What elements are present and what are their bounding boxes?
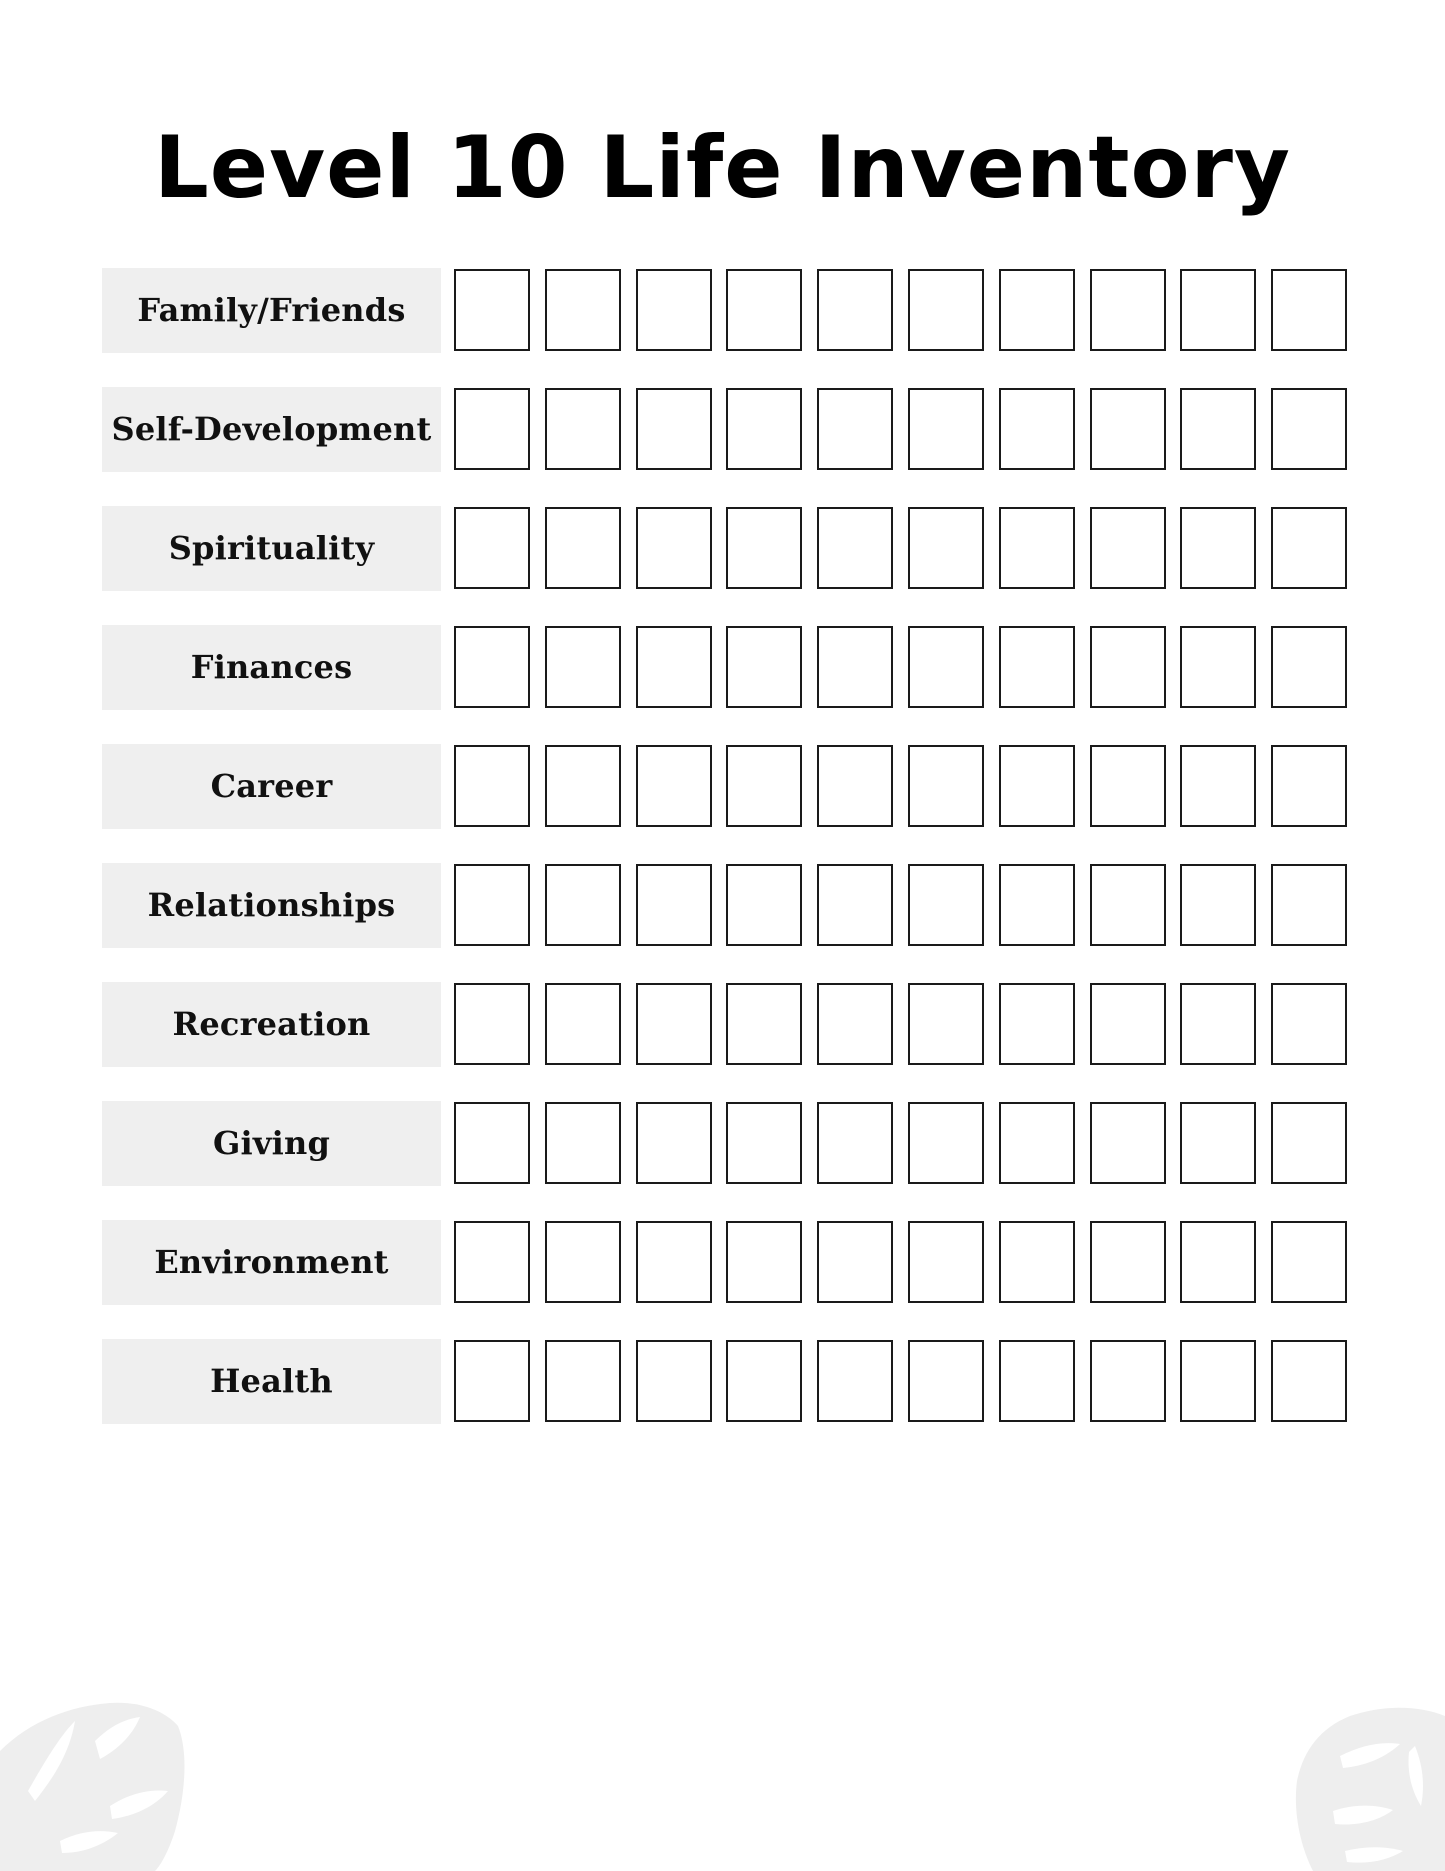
rating-box[interactable] (636, 1221, 712, 1303)
rating-box[interactable] (817, 1221, 893, 1303)
rating-box[interactable] (999, 388, 1075, 470)
category-row (102, 743, 1352, 829)
rating-box[interactable] (908, 269, 984, 351)
rating-box[interactable] (454, 1340, 530, 1422)
rating-box[interactable] (908, 1221, 984, 1303)
rating-box[interactable] (817, 1102, 893, 1184)
page-title: Level 10 Life Inventory (153, 118, 1291, 218)
rating-box[interactable] (1180, 626, 1256, 708)
rating-box[interactable] (1271, 745, 1347, 827)
rating-box[interactable] (545, 983, 621, 1065)
category-row (102, 505, 1352, 591)
rating-boxes (454, 1221, 1347, 1303)
rating-box[interactable] (1090, 626, 1166, 708)
rating-box[interactable] (817, 745, 893, 827)
rating-box[interactable] (908, 1340, 984, 1422)
category-label: Finances (102, 625, 441, 710)
rating-box[interactable] (726, 507, 802, 589)
rating-box[interactable] (545, 1221, 621, 1303)
rating-box[interactable] (545, 1340, 621, 1422)
rating-box[interactable] (999, 1102, 1075, 1184)
rating-box[interactable] (999, 507, 1075, 589)
rating-box[interactable] (454, 1102, 530, 1184)
rating-box[interactable] (1271, 1102, 1347, 1184)
rating-box[interactable] (999, 864, 1075, 946)
rating-box[interactable] (454, 388, 530, 470)
rating-box[interactable] (817, 983, 893, 1065)
category-label: Health (102, 1339, 441, 1424)
inventory-grid (102, 267, 1352, 1457)
rating-box[interactable] (999, 1340, 1075, 1422)
category-label: Environment (102, 1220, 441, 1305)
rating-box[interactable] (1180, 269, 1256, 351)
rating-box[interactable] (999, 269, 1075, 351)
category-row (102, 862, 1352, 948)
category-row (102, 386, 1352, 472)
rating-box[interactable] (1271, 269, 1347, 351)
rating-box[interactable] (454, 507, 530, 589)
rating-box[interactable] (1180, 1340, 1256, 1422)
rating-box[interactable] (726, 983, 802, 1065)
rating-box[interactable] (636, 983, 712, 1065)
rating-box[interactable] (817, 507, 893, 589)
rating-box[interactable] (908, 745, 984, 827)
rating-box[interactable] (454, 626, 530, 708)
rating-box[interactable] (999, 983, 1075, 1065)
rating-box[interactable] (1090, 1102, 1166, 1184)
rating-box[interactable] (636, 507, 712, 589)
monstera-leaf-icon (0, 1681, 190, 1871)
rating-box[interactable] (545, 507, 621, 589)
category-label: Family/Friends (102, 268, 441, 353)
rating-box[interactable] (636, 1102, 712, 1184)
rating-box[interactable] (636, 269, 712, 351)
rating-boxes (454, 388, 1347, 470)
rating-box[interactable] (1271, 864, 1347, 946)
rating-box[interactable] (1180, 388, 1256, 470)
rating-box[interactable] (454, 1221, 530, 1303)
category-label: Self-Development (102, 387, 441, 472)
rating-box[interactable] (817, 864, 893, 946)
rating-box[interactable] (545, 388, 621, 470)
rating-box[interactable] (1090, 1221, 1166, 1303)
rating-boxes (454, 269, 1347, 351)
rating-box[interactable] (999, 1221, 1075, 1303)
category-row (102, 624, 1352, 710)
category-row (102, 1338, 1352, 1424)
rating-box[interactable] (1180, 507, 1256, 589)
rating-box[interactable] (908, 864, 984, 946)
rating-box[interactable] (1271, 507, 1347, 589)
rating-box[interactable] (726, 864, 802, 946)
rating-box[interactable] (1090, 864, 1166, 946)
rating-box[interactable] (454, 269, 530, 351)
rating-box[interactable] (545, 269, 621, 351)
rating-box[interactable] (636, 626, 712, 708)
rating-box[interactable] (999, 745, 1075, 827)
category-label: Giving (102, 1101, 441, 1186)
rating-box[interactable] (454, 864, 530, 946)
rating-box[interactable] (454, 983, 530, 1065)
category-row (102, 1219, 1352, 1305)
rating-box[interactable] (817, 626, 893, 708)
rating-box[interactable] (726, 1221, 802, 1303)
rating-box[interactable] (817, 1340, 893, 1422)
category-label: Spirituality (102, 506, 441, 591)
rating-boxes (454, 864, 1347, 946)
rating-box[interactable] (1271, 1221, 1347, 1303)
rating-box[interactable] (1180, 983, 1256, 1065)
rating-box[interactable] (1271, 626, 1347, 708)
rating-box[interactable] (1090, 507, 1166, 589)
rating-box[interactable] (908, 983, 984, 1065)
rating-box[interactable] (908, 626, 984, 708)
rating-box[interactable] (817, 388, 893, 470)
rating-box[interactable] (1271, 1340, 1347, 1422)
category-label: Career (102, 744, 441, 829)
category-row (102, 267, 1352, 353)
rating-box[interactable] (545, 745, 621, 827)
rating-box[interactable] (1180, 745, 1256, 827)
rating-box[interactable] (636, 864, 712, 946)
rating-boxes (454, 1340, 1347, 1422)
rating-box[interactable] (726, 269, 802, 351)
rating-box[interactable] (545, 864, 621, 946)
rating-box[interactable] (817, 269, 893, 351)
rating-box[interactable] (1090, 269, 1166, 351)
rating-box[interactable] (726, 388, 802, 470)
rating-box[interactable] (726, 626, 802, 708)
rating-boxes (454, 745, 1347, 827)
rating-box[interactable] (1180, 864, 1256, 946)
rating-boxes (454, 626, 1347, 708)
rating-box[interactable] (999, 626, 1075, 708)
rating-box[interactable] (1180, 1102, 1256, 1184)
category-label: Recreation (102, 982, 441, 1067)
rating-boxes (454, 507, 1347, 589)
rating-box[interactable] (1090, 1340, 1166, 1422)
rating-box[interactable] (545, 1102, 621, 1184)
rating-box[interactable] (636, 1340, 712, 1422)
category-row (102, 981, 1352, 1067)
rating-box[interactable] (1090, 388, 1166, 470)
rating-box[interactable] (908, 388, 984, 470)
rating-box[interactable] (1271, 388, 1347, 470)
rating-box[interactable] (726, 1340, 802, 1422)
rating-box[interactable] (1090, 745, 1166, 827)
category-row (102, 1100, 1352, 1186)
rating-box[interactable] (1180, 1221, 1256, 1303)
rating-box[interactable] (636, 388, 712, 470)
rating-box[interactable] (1090, 983, 1166, 1065)
rating-box[interactable] (908, 507, 984, 589)
rating-box[interactable] (908, 1102, 984, 1184)
rating-box[interactable] (545, 626, 621, 708)
rating-box[interactable] (1271, 983, 1347, 1065)
rating-box[interactable] (636, 745, 712, 827)
rating-box[interactable] (726, 745, 802, 827)
rating-boxes (454, 1102, 1347, 1184)
category-label: Relationships (102, 863, 441, 948)
monstera-leaf-icon (1285, 1686, 1445, 1871)
rating-box[interactable] (726, 1102, 802, 1184)
rating-box[interactable] (454, 745, 530, 827)
rating-boxes (454, 983, 1347, 1065)
